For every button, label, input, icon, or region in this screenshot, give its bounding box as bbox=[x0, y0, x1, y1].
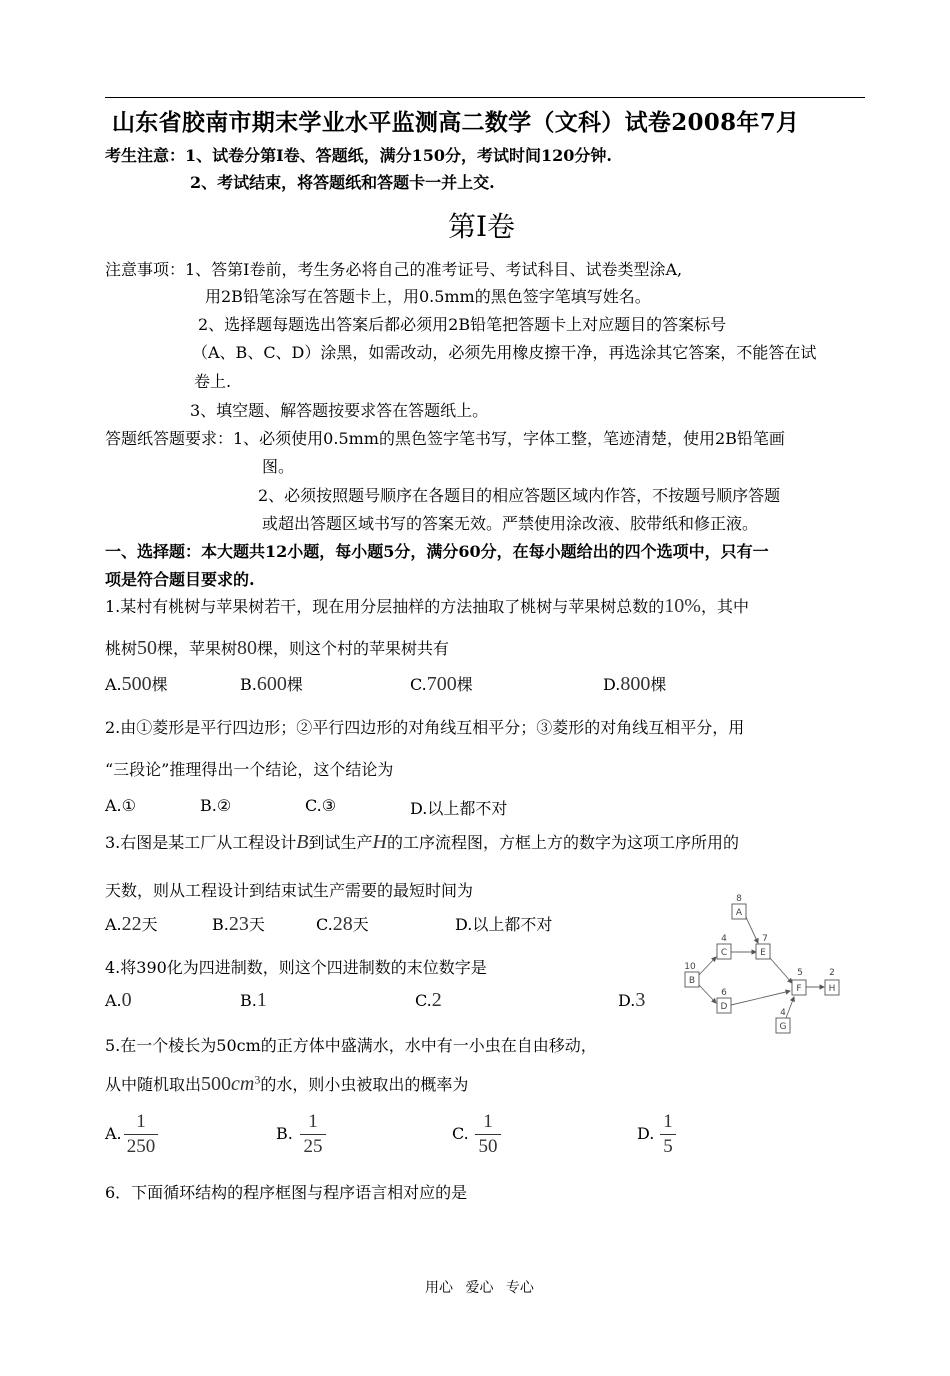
q4-option-a bbox=[105, 989, 132, 1012]
option-unit: 天 bbox=[248, 915, 265, 934]
q5-option-b-fraction bbox=[300, 1111, 326, 1158]
node-f-days: 5 bbox=[797, 968, 803, 978]
q2-option-d: D.以上都不对 bbox=[410, 799, 508, 818]
edge-b-d bbox=[699, 985, 716, 1003]
q3-var-h: H bbox=[372, 831, 387, 853]
q5-option-c-fraction bbox=[475, 1111, 501, 1158]
q5-option-d-fraction bbox=[660, 1111, 676, 1158]
node-h-label: H bbox=[828, 984, 836, 994]
q1-option-b bbox=[240, 672, 303, 696]
q1-text-a: 1.某村有桃树与苹果树若干，现在用分层抽样的方法抽取了桃树与苹果树总数的 bbox=[105, 597, 665, 616]
q1-text-b: ，其中 bbox=[700, 597, 749, 616]
q2-option-b: B.② bbox=[200, 796, 232, 815]
option-value: 800 bbox=[620, 673, 651, 695]
q3-option-b bbox=[212, 912, 265, 936]
q5-option-d-label: D. bbox=[637, 1124, 655, 1143]
q5-text-a: 从中随机取出 bbox=[105, 1075, 202, 1094]
option-label: A. bbox=[105, 991, 122, 1010]
q1-stem-line-2 bbox=[105, 636, 449, 660]
option-value: 2 bbox=[431, 989, 442, 1011]
section-heading-line-1: 一、选择题：本大题共12小题，每小题5分，满分60分，在每小题给出的四个选项中，只有一 bbox=[105, 542, 769, 561]
denominator: 50 bbox=[478, 1136, 498, 1157]
volume-title: 第Ⅰ卷 bbox=[448, 210, 516, 243]
header-rule bbox=[105, 97, 865, 98]
node-e-days: 7 bbox=[762, 934, 768, 944]
q3-option-a bbox=[105, 912, 158, 936]
q5-stem-line-2 bbox=[105, 1072, 468, 1096]
q1-peach-label: 桃树 bbox=[105, 639, 138, 658]
edge-b-c bbox=[699, 957, 716, 975]
node-h-days: 2 bbox=[829, 968, 835, 978]
candidate-notice-1: 考生注意：1、试卷分第Ⅰ卷、答题纸，满分150分，考试时间120分钟. bbox=[105, 146, 612, 165]
option-unit: 天 bbox=[141, 915, 158, 934]
option-value: 3 bbox=[635, 989, 646, 1011]
q1-percent: 10% bbox=[664, 595, 701, 617]
q2-option-a: A.① bbox=[105, 796, 136, 815]
node-b-label: B bbox=[688, 976, 696, 986]
option-unit: 天 bbox=[352, 915, 369, 934]
option-label: C. bbox=[415, 991, 432, 1010]
q5-volume: 500 bbox=[201, 1073, 232, 1095]
q1-stem-line-1 bbox=[105, 594, 749, 618]
option-value: 700 bbox=[426, 673, 457, 695]
node-e-label: E bbox=[760, 948, 766, 958]
option-unit: 棵 bbox=[456, 675, 473, 694]
q3-var-b: B bbox=[296, 831, 309, 853]
q3-text-b: 到试生产 bbox=[308, 833, 373, 852]
q4-option-c bbox=[415, 989, 442, 1012]
answer-sheet-line-2: 图。 bbox=[262, 457, 295, 476]
q1-option-c bbox=[410, 672, 473, 696]
q1-peach-count: 50 bbox=[137, 637, 158, 659]
option-value: 500 bbox=[121, 673, 152, 695]
q1-question: 棵，则这个村的苹果树共有 bbox=[257, 639, 450, 658]
edge-e-f bbox=[770, 958, 792, 983]
edge-a-e bbox=[745, 915, 758, 943]
option-value: 22 bbox=[121, 913, 142, 935]
option-value: 600 bbox=[256, 673, 287, 695]
exam-title: 山东省胶南市期末学业水平监测高二数学（文科）试卷2008年7月 bbox=[112, 109, 800, 136]
denominator: 250 bbox=[126, 1136, 156, 1157]
option-value: 28 bbox=[332, 913, 353, 935]
q5-option-a-fraction bbox=[124, 1111, 158, 1158]
node-d-days: 6 bbox=[721, 988, 727, 998]
q1-option-d bbox=[603, 672, 666, 696]
q5-option-b-label: B. bbox=[276, 1124, 293, 1143]
option-label: D. bbox=[618, 991, 636, 1010]
q4-stem: 4.将390化为四进制数，则这个四进制数的末位数字是 bbox=[105, 958, 487, 977]
option-unit: 棵 bbox=[650, 675, 667, 694]
q5-volume-exponent: 3 bbox=[254, 1072, 261, 1087]
instruction-line-4: （A、B、C、D）涂黑，如需改动，必须先用橡皮擦干净，再选涂其它答案，不能答在试 bbox=[192, 343, 817, 362]
node-c-days: 4 bbox=[721, 934, 727, 944]
answer-sheet-line-4: 或超出答题区域书写的答案无效。严禁使用涂改液、胶带纸和修正液。 bbox=[262, 514, 759, 533]
q3-stem-line-2: 天数，则从工程设计到结束试生产需要的最短时间为 bbox=[105, 881, 474, 900]
node-g-label: G bbox=[779, 1022, 787, 1032]
node-a-days: 8 bbox=[736, 894, 742, 904]
q5-text-b: 的水，则小虫被取出的概率为 bbox=[260, 1075, 469, 1094]
node-a-label: A bbox=[735, 908, 743, 918]
option-label: C. bbox=[316, 915, 333, 934]
numerator: 1 bbox=[308, 1111, 318, 1132]
q4-option-d bbox=[618, 989, 645, 1012]
denominator: 25 bbox=[303, 1136, 323, 1157]
q2-option-c: C.③ bbox=[305, 796, 337, 815]
option-label: B. bbox=[240, 991, 257, 1010]
option-value: 0 bbox=[121, 989, 132, 1011]
q3-text-c: 的工序流程图，方框上方的数字为这项工序所用的 bbox=[386, 833, 739, 852]
q5-volume-unit: cm bbox=[231, 1073, 255, 1095]
node-f-label: F bbox=[796, 984, 802, 994]
q1-apple-count: 80 bbox=[237, 637, 258, 659]
instruction-line-6: 3、填空题、解答题按要求答在答题纸上。 bbox=[190, 401, 489, 420]
edge-d-f bbox=[731, 991, 790, 1005]
process-flowchart bbox=[670, 885, 860, 1045]
q1-apple-label: 棵，苹果树 bbox=[157, 639, 238, 658]
option-label: C. bbox=[410, 675, 427, 694]
q3-option-d: D.以上都不对 bbox=[455, 915, 553, 934]
q2-stem-line-2: “三段论”推理得出一个结论，这个结论为 bbox=[105, 760, 394, 779]
option-label: A. bbox=[105, 675, 122, 694]
node-g-days: 4 bbox=[780, 1008, 786, 1018]
option-value: 23 bbox=[228, 913, 249, 935]
candidate-notice-2: 2、考试结束，将答题纸和答题卡一并上交. bbox=[190, 173, 495, 192]
q1-option-a bbox=[105, 672, 168, 696]
option-value: 1 bbox=[256, 989, 267, 1011]
answer-sheet-line-3: 2、必须按照题号顺序在各题目的相应答题区域内作答，不按题号顺序答题 bbox=[258, 486, 781, 505]
numerator: 1 bbox=[483, 1111, 493, 1132]
instruction-line-3: 2、选择题每题选出答案后都必须用2B铅笔把答题卡上对应题目的答案标号 bbox=[198, 315, 727, 334]
q3-text-a: 3.右图是某工厂从工程设计 bbox=[105, 833, 297, 852]
q6-stem: 6．下面循环结构的程序框图与程序语言相对应的是 bbox=[105, 1183, 468, 1202]
option-label: D. bbox=[603, 675, 621, 694]
q2-stem-line-1: 2.由①菱形是平行四边形；②平行四边形的对角线互相平分；③菱形的对角线互相平分，用 bbox=[105, 718, 745, 737]
numerator: 1 bbox=[663, 1111, 673, 1132]
node-d-label: D bbox=[720, 1002, 728, 1012]
section-heading-line-2: 项是符合题目要求的. bbox=[105, 570, 255, 589]
q5-option-a-label: A. bbox=[105, 1124, 122, 1143]
node-b-days: 10 bbox=[684, 962, 696, 972]
option-label: A. bbox=[105, 915, 122, 934]
option-label: B. bbox=[212, 915, 229, 934]
node-c-label: C bbox=[720, 948, 728, 958]
q3-stem-line-1 bbox=[105, 830, 739, 854]
option-label: B. bbox=[240, 675, 257, 694]
option-unit: 棵 bbox=[151, 675, 168, 694]
q5-stem-line-1: 5.在一个棱长为50cm的正方体中盛满水，水中有一小虫在自由移动， bbox=[105, 1036, 597, 1055]
q4-option-b bbox=[240, 989, 267, 1012]
option-unit: 棵 bbox=[286, 675, 303, 694]
denominator: 5 bbox=[663, 1136, 673, 1157]
numerator: 1 bbox=[136, 1111, 146, 1132]
answer-sheet-line-1: 答题纸答题要求：1、必须使用0.5mm的黑色签字笔书写，字体工整，笔迹清楚，使用2B铅笔画 bbox=[105, 429, 785, 448]
instruction-line-1: 注意事项：1、答第Ⅰ卷前，考生务必将自己的准考证号、考试科目、试卷类型涂A, bbox=[105, 260, 683, 279]
instruction-line-5: 卷上. bbox=[194, 372, 232, 391]
q3-option-c bbox=[316, 912, 369, 936]
q5-option-c-label: C. bbox=[452, 1124, 469, 1143]
page-footer: 用心 爱心 专心 bbox=[425, 1280, 534, 1296]
instruction-line-2: 用2B铅笔涂写在答题卡上，用0.5mm的黑色签字笔填写姓名。 bbox=[205, 287, 651, 306]
edge-g-f bbox=[786, 997, 794, 1018]
